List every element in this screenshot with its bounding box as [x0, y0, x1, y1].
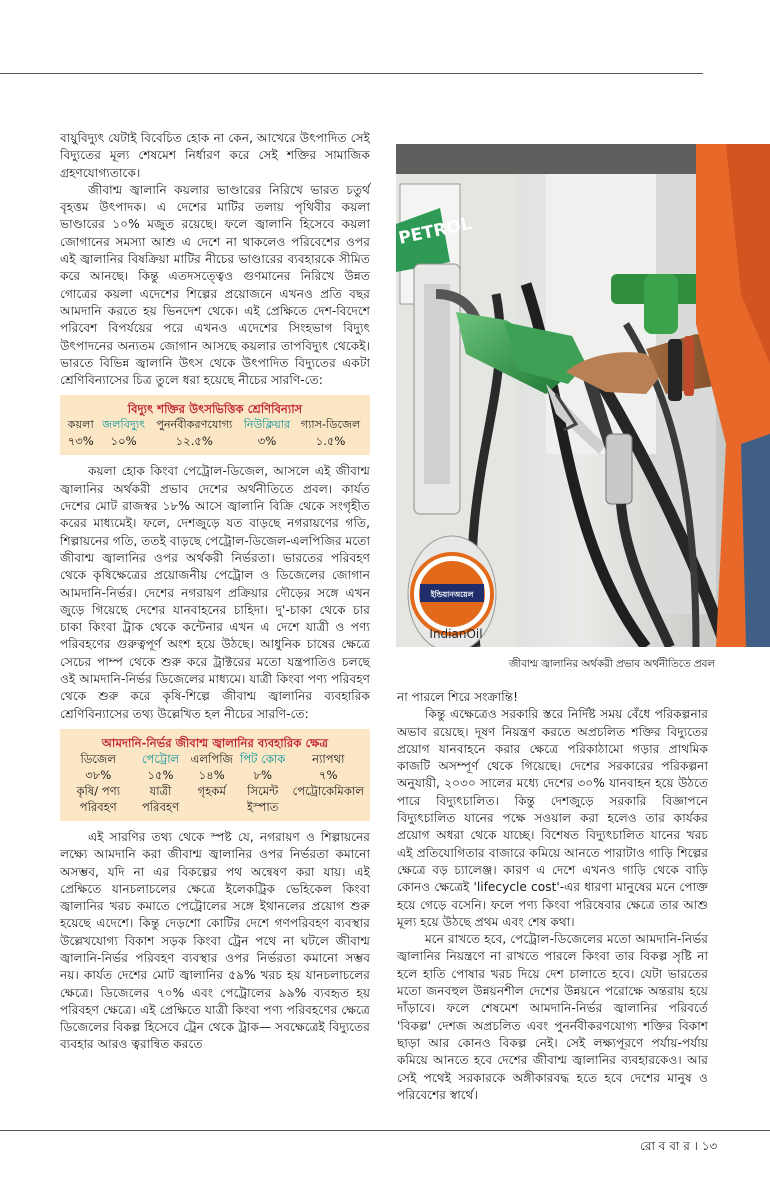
- column-header: কয়লা: [67, 418, 94, 432]
- bottom-rule: [0, 1130, 770, 1131]
- table-cell: ১৪%: [198, 767, 225, 782]
- table-title: আমদানি-নির্ভর জীবাশ্ম জ্বালানির ব্যবহারিক ক্ষেত্র: [101, 735, 329, 750]
- column-header: পিট কোক: [239, 751, 286, 766]
- table-cell: ৭৩%: [67, 434, 94, 449]
- fuel-pump-illustration: [396, 144, 770, 647]
- paragraph: না পারলে শিরে সংক্রান্তি!: [397, 690, 519, 704]
- column-header: গ্যাস-ডিজেল: [300, 418, 361, 432]
- right-column: [397, 689, 708, 1104]
- table-cell: ৭%: [318, 767, 338, 782]
- table-cell: যাত্রী পরিবহণ: [142, 783, 180, 814]
- column-header: পেট্রোল: [141, 751, 180, 766]
- paragraph: মনে রাখতে হবে, পেট্রোল-ডিজেলের মতো আমদানি-নির্ভর জ্বালানির নিয়ন্ত্রণে না রাখতে পারলে কিংবা তার বিকল্প সৃষ্টি না হলে হাতি পোষার খরচ দিয়ে দেশ চালাতে হবে। যেটা ভারতের মতো জনবহুল উন্নয়নশীল দেশের উন্নয়নে পরোক্ষে অন্তরায় হয়ে দাঁড়াবে। ফলে শেষমেশ আমদানি-নির্ভর জ্বালানির পরিবর্তে 'বিকল্প' দেশজ অপ্রচলিত এবং পুনর্নবীকরণযোগ্য শক্তির বিকাশ ছাড়া আর কোনও বিকল্প নেই। সেই লক্ষ্যপূরণে পর্যায়-পর্যায় কমিয়ে আনতে হবে দেশের জীবাশ্ম জ্বালানির ব্যবহারকেও। আর সেই পথেই সরকারকে অঙ্গীকারবদ্ধ হতে হবে দেশের মানুষ ও পরিবেশের স্বার্থে।: [397, 932, 708, 1102]
- column-header: এলপিজি: [190, 751, 233, 766]
- column-header: ন্যাপথা: [312, 751, 345, 766]
- table-cell: ৮%: [253, 767, 272, 782]
- table-title: বিদ্যুৎ শক্তির উৎসভিত্তিক শ্রেণিবিন্যাস: [127, 402, 303, 417]
- top-rule: [0, 73, 703, 74]
- table-header-row: [64, 751, 366, 767]
- paragraph: জীবাশ্ম জ্বালানি কয়লার ভাণ্ডারের নিরিখে ভারত চতুর্থ বৃহত্তম উৎপাদক। এ দেশের মাটির তলায় পৃথিবীর কয়লা ভাণ্ডারের ১০% মজুত রয়েছে। ফলে জ্বালানি হিসেবে কয়লা জোগানের সমস্যা আশু এ দেশে না থাকলেও পরিবেশের ওপর এই জ্বালানির বিষক্রিয়া মাটির নীচের ভাণ্ডারের ব্যবহারকে সীমিত করে আনছে। কিন্তু এতদসত্ত্বেও গুণমানের নিরিখে উন্নত গোত্রের কয়লা এদেশের শিল্পের প্রয়োজনে এখনও প্রতি বছর আমদানি করতে হয় ভিনদেশ থেকে। এই প্রেক্ষিতে দেশ-বিদেশে পরিবেশ বিপর্যয়ের পরে এখনও এদেশের সিংহভাগ বিদ্যুৎ উৎপাদনের অন্যতম জোগান আসছে কয়লার তাপবিদ্যুৎ থেকেই। ভারতে বিভিন্ন জ্বালানি উৎস থেকে উৎপাদিত বিদ্যুতের একটা শ্রেণিবিন্যাসের চিত্র তুলে ধরা হয়েছে নীচের সারণি-তে:: [60, 182, 370, 388]
- table-fuel-usage: [60, 729, 370, 821]
- left-column: [60, 130, 370, 1054]
- paragraph: বায়ুবিদ্যুৎ যেটাই বিবেচিত হোক না কেন, আখেরে উৎপাদিত সেই বিদ্যুতের মূল্য শেষমেশ নির্ধারণ করে সেই শক্তির সামাজিক গ্রহণযোগ্যতাকে।: [60, 131, 370, 180]
- table-cell: কৃষি/ পণ্য পরিবহণ: [76, 783, 121, 814]
- fuel-pump-photo: [396, 144, 770, 647]
- table-cell: ১২.৫%: [175, 434, 213, 449]
- column-header: পুনর্নবীকরণযোগ্য: [156, 418, 233, 432]
- column-header: জলবিদ্যুৎ: [102, 418, 146, 432]
- table-row: [64, 767, 366, 783]
- petrol-label: PETROL: [396, 213, 474, 249]
- column-header: নিউক্লিয়ার: [243, 418, 291, 432]
- page-folio: রো ব বা র । ১৩: [640, 1139, 718, 1153]
- column-header: ডিজেল: [80, 751, 117, 766]
- indianoil-brand-text: IndianOil: [429, 627, 483, 641]
- table-cell: ১৫%: [147, 767, 174, 782]
- data-table: [64, 417, 366, 449]
- table-cell: ৩%: [257, 434, 277, 449]
- data-table: [64, 751, 366, 815]
- paragraph: এই সারণির তথ্য থেকে স্পষ্ট যে, নগরায়ণ ও শিল্পায়নের লক্ষ্যে আমদানি করা জীবাশ্ম জ্বালানির ওপর নির্ভরতা কমানো অসম্ভব, যদি না এর বিকল্পের পথ অন্বেষণ করা যায়। এই প্রেক্ষিতে যানচলাচলের ক্ষেত্রে ইলেকট্রিক ভেহিকেল কিংবা জ্বালানির খরচ কমাতে পেট্রোলের সঙ্গে ইথানলের প্রয়োগ শুরু হয়েছে এদেশে। কিন্তু দেড়শো কোটির দেশে গণপরিবহণ ব্যবস্থার উল্লেখযোগ্য বিকাশ সড়ক কিংবা ট্রেন পথে না ঘটলে জীবাশ্ম জ্বালানি-নির্ভর পরিবহণ ব্যবস্থার ওপর নির্ভরতা কমানো সম্ভব নয়। কার্যত দেশের মোট জ্বালানির ৫৯% খরচ হয় যানচলাচলের ক্ষেত্রে। ডিজেলের ৭০% এবং পেট্রোলের ৯৯% ব্যবহৃত হয় পরিবহণ ক্ষেত্রে। এই প্রেক্ষিতে যাত্রী কিংবা পণ্য পরিবহণের ক্ষেত্রে ডিজেলের বিকল্প হিসেবে ট্রেন থেকে ট্রাক— সবক্ষেত্রেই বিদ্যুতের ব্যবহার আরও ত্বরান্বিত করতে: [60, 829, 370, 1052]
- table-cell: ১০%: [110, 434, 137, 449]
- table-cell: গৃহকর্ম: [197, 783, 226, 798]
- paragraph: কিন্তু এক্ষেত্রেও সরকারি স্তরে নির্দিষ্ট সময় বেঁধে পরিকল্পনার অভাব রয়েছে। দূষণ নিয়ন্ত্রণ করতে অপ্রচলিত শক্তির বিদ্যুতের প্রয়োগ যানবাহনে করার ক্ষেত্রে পরিকাঠামো গড়ার প্রাথমিক কাজটি অসম্পূর্ণ থেকে গিয়েছে। দেশের সরকারের পরিকল্পনা অনুযায়ী, ২০৩০ সালের মধ্যে দেশের ৩০% যানবাহন হয়ে উঠতে পারে বিদ্যুৎচালিত। কিন্তু দেশজুড়ে সরকারি বিজ্ঞাপনে বিদ্যুৎচালিত যানের পক্ষে সওয়াল করা হলেও তার কার্যকর প্রয়োগ অধরা থেকে যাচ্ছে। বিশেষত বিদ্যুৎচালিত যানের খরচ এই প্রতিযোগিতার বাজারে কমিয়ে আনতে পারাটাও গাড়ি শিল্পের ক্ষেত্রে বড় চ্যালেঞ্জ। কারণ এ দেশে এখনও গাড়ি থেকে বাড়ি কোনও ক্ষেত্রেই 'lifecycle cost'-এর ধারণা মানুষের মনে পোক্ত হয়ে গেড়ে বসেনি। ফলে পণ্য কিংবা পরিষেবার ক্ষেত্রে তার আশু মূল্য হয়ে উঠছে প্রথম এবং শেষ কথা।: [397, 707, 708, 929]
- paragraph: কয়লা হোক কিংবা পেট্রোল-ডিজেল, আসলে এই জীবাশ্ম জ্বালানির অর্থকরী প্রভাব দেশের অর্থনীতিতে প্রবল। কার্যত দেশের মোট রাজস্বর ১৮% আসে জ্বালানি বিক্রি থেকে সংগৃহীত করের মাধ্যমেই। ফলে, দেশজুড়ে যত বাড়ছে নগরায়ণের গতি, শিল্পায়নের গতি, ততই বাড়ছে পেট্রোল-ডিজেল-এলপিজির মতো জীবাশ্ম জ্বালানির ওপর অর্থকরী নির্ভরতা। ভারতের পরিবহণ থেকে কৃষিক্ষেত্রের প্রয়োজনীয় পেট্রোল ও ডিজেলের জোগান আমদানি-নির্ভর। দেশের নগরায়ণ প্রক্রিয়ার দৌড়ের সঙ্গে এখন জুড়ে গিয়েছে দেশের যানবাহনের চাহিদা। দু'-চাকা থেকে চার চাকা কিংবা ট্রাক থেকে কন্টেনার এখন এ দেশে যাত্রী ও পণ্য পরিবহণের গুরুত্বপূর্ণ অংশ হয়ে উঠছে। আধুনিক চাষের ক্ষেত্রে সেচের পাম্প থেকে শুরু করে ট্রাক্টরের মতো যন্ত্রপাতিও চলছে ওই আমদানি-নির্ভর ডিজেলের মাধ্যমে। যাত্রী কিংবা পণ্য পরিবহণ থেকে শুরু করে কৃষি-শিল্পে জীবাশ্ম জ্বালানির ব্যবহারিক শ্রেণিবিন্যাসের তথ্য উল্লেখিত হল নীচের সারণি-তে:: [60, 464, 370, 721]
- table-cell: ১.৫%: [315, 434, 346, 449]
- table-row: [64, 433, 366, 449]
- indianoil-logo-text: ইন্ডিয়ানঅয়েল: [430, 590, 474, 599]
- table-header-row: [64, 417, 366, 433]
- table-cell: ৩৮%: [85, 767, 112, 782]
- table-row: [64, 783, 366, 815]
- photo-caption: জীবাশ্ম জ্বালানির অর্থকরী প্রভাব অর্থনীতিতে প্রবল: [509, 658, 715, 670]
- table-cell: সিমেন্ট ইস্পাত: [247, 783, 279, 814]
- table-cell: পেট্রোকেমিকাল: [292, 783, 364, 798]
- table-power-sources: [60, 395, 370, 455]
